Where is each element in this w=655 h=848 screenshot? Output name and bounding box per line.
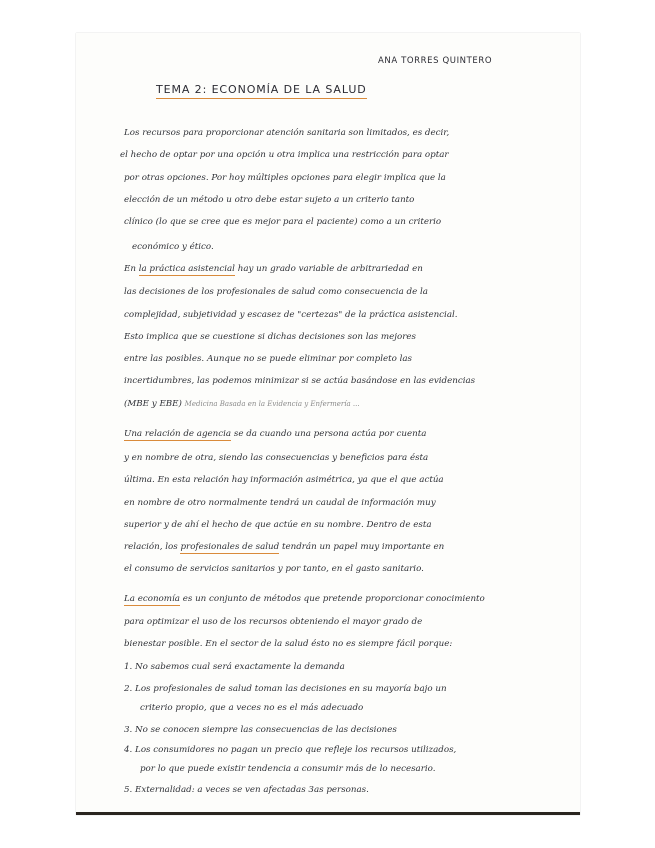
page-title: TEMA 2: ECONOMÍA DE LA SALUD [156, 83, 367, 99]
highlighted-term: la práctica asistencial [138, 264, 235, 274]
list-item-continuation: por lo que puede existir tendencia a consumir más de lo necesario. [140, 764, 436, 774]
text-line: bienestar posible. En el sector de la salud ésto no es siempre fácil porque: [124, 639, 453, 649]
text-line: última. En esta relación hay información asimétrica, ya que el que actúa [124, 475, 444, 485]
text-line: incertidumbres, las podemos minimizar si se actúa basándose en las evidencias [124, 376, 476, 386]
text-line: las decisiones de los profesionales de salud como consecuencia de la [124, 287, 428, 297]
list-item: 1. No sabemos cual será exactamente la demanda [124, 662, 345, 672]
list-item: 2. Los profesionales de salud toman las decisiones en su mayoría bajo un [124, 684, 447, 694]
text-line: Los recursos para proporcionar atención sanitaria son limitados, es decir, [124, 128, 450, 138]
text-line: Esto implica que se cuestione si dichas decisiones son las mejores [124, 332, 416, 342]
text-line: superior y de ahí el hecho de que actúe en su nombre. Dentro de esta [124, 520, 432, 530]
text-line: En la práctica asistencial hay un grado variable de arbitrariedad en [124, 264, 423, 274]
author-name: ANA TORRES QUINTERO [378, 56, 493, 66]
list-item-continuation: criterio propio, que a veces no es el más adecuado [140, 703, 364, 713]
text-line: elección de un método u otro debe estar sujeto a un criterio tanto [124, 195, 415, 205]
text-line: entre las posibles. Aunque no se puede eliminar por completo las [124, 354, 413, 364]
text-line: Una relación de agencia se da cuando una persona actúa por cuenta [124, 429, 427, 439]
text-line: complejidad, subjetividad y escasez de "certezas" de la práctica asistencial. [124, 310, 458, 320]
text-line: (MBE y EBE) Medicina Basada en la Evidencia y Enfermería ... [124, 399, 360, 409]
highlighted-term: Una relación de agencia [124, 429, 232, 439]
pencil-annotation: Medicina Basada en la Evidencia y Enfermería ... [184, 400, 360, 408]
text-line: por otras opciones. Por hoy múltiples opciones para elegir implica que la [124, 173, 446, 183]
text-line: el hecho de optar por una opción u otra implica una restricción para optar [120, 150, 449, 160]
text-line: económico y ético. [132, 242, 214, 252]
text-line: relación, los profesionales de salud tendrán un papel muy importante en [124, 542, 445, 552]
text-line: La economía es un conjunto de métodos que pretende proporcionar conocimiento [124, 594, 485, 604]
list-item: 5. Externalidad: a veces se ven afectadas 3as personas. [124, 785, 369, 795]
list-item: 3. No se conocen siempre las consecuencias de las decisiones [124, 725, 397, 735]
text-line: el consumo de servicios sanitarios y por tanto, en el gasto sanitario. [124, 564, 424, 574]
notebook-page [76, 33, 580, 815]
text-line: y en nombre de otra, siendo las consecuencias y beneficios para ésta [124, 453, 429, 463]
list-item: 4. Los consumidores no pagan un precio que refleje los recursos utilizados, [124, 745, 457, 755]
highlighted-term: La economía [124, 594, 180, 604]
text-line: clínico (lo que se cree que es mejor para el paciente) como a un criterio [124, 217, 442, 227]
highlighted-term: profesionales de salud [180, 542, 280, 552]
text-line: para optimizar el uso de los recursos obteniendo el mayor grado de [124, 617, 423, 627]
text-line: en nombre de otro normalmente tendrá un caudal de información muy [124, 498, 436, 508]
